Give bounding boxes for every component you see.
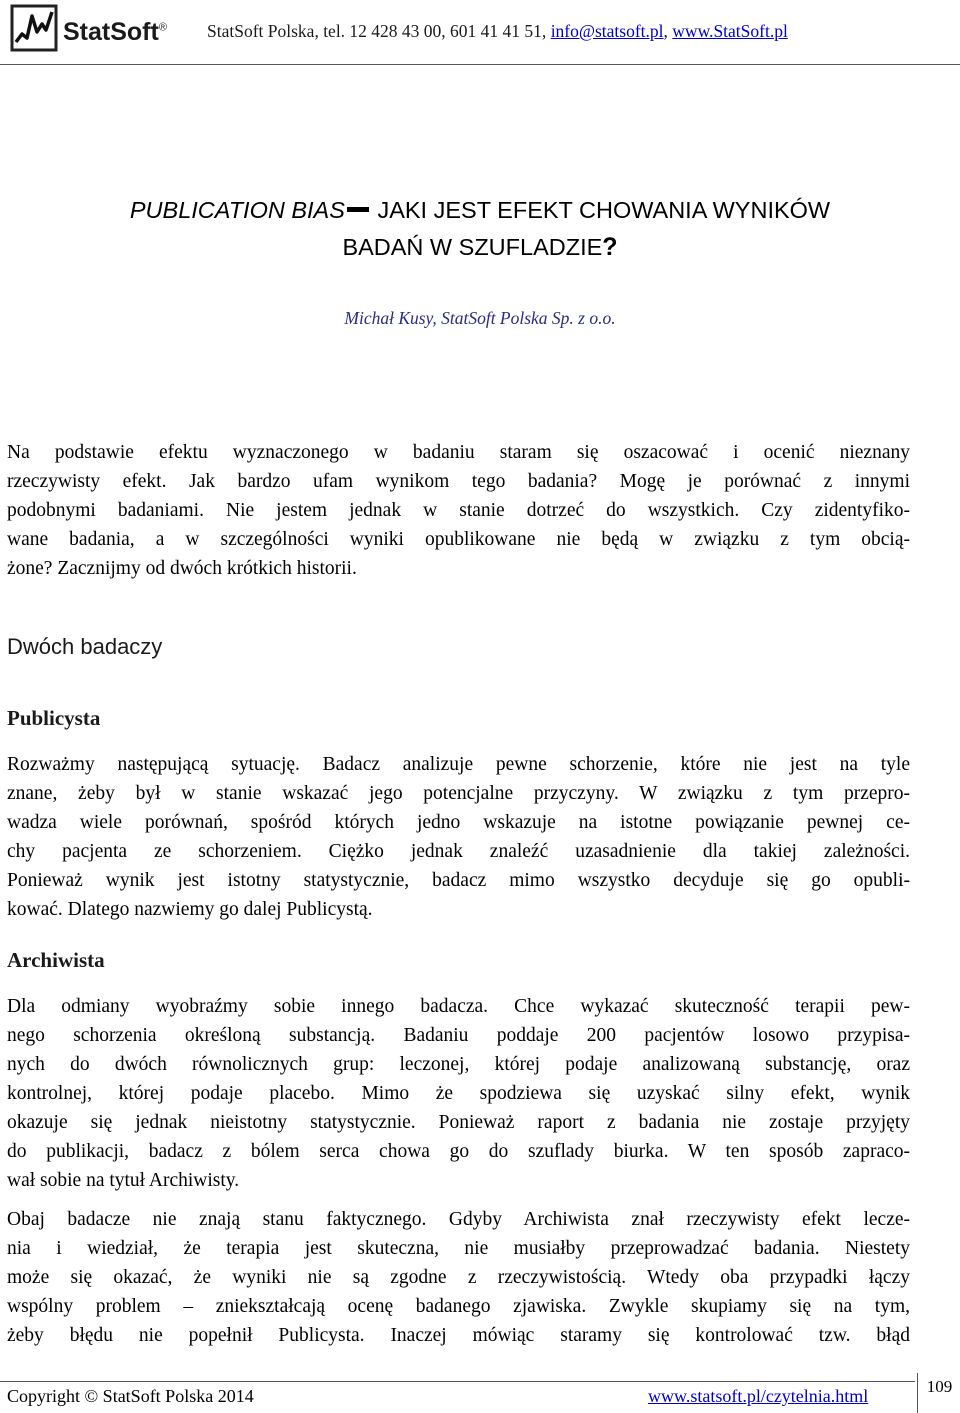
- footer-divider: [0, 1381, 915, 1382]
- archiwista-paragraph: Dla odmiany wyobraźmy sobie innego badacza. Chce wykazać skuteczność terapii pew- nego schorzenia określoną substancją. Badaniu poddaje 200 pacjentów losowo przypisa- nych do dwóch równolicznych grup: leczonej, której podaje analizowaną substancję, oraz kontrolnej, której podaje placebo. Mimo że spodziewa się uzyskać silny efekt, wynik okazuje się jednak nieistotny statystycznie. Ponieważ raport z badania nie zostaje przyjęty do publikacji, badacz z bólem serca chowa go do szuflady biurka. W ten sposób zapraco- wał sobie na tytuł Archiwisty.: [7, 996, 910, 1191]
- contact-text: StatSoft Polska, tel. 12 428 43 00, 601 41 41 51,: [207, 21, 551, 41]
- title-polish-line1: JAKI JEST EFEKT CHOWANIA WYNIKÓW: [377, 197, 831, 223]
- title-polish-line2: BADAŃ W SZUFLADZIE: [342, 234, 603, 260]
- title-english: PUBLICATION BIAS: [129, 197, 345, 223]
- reading-room-link[interactable]: www.statsoft.pl/czytelnia.html: [648, 1386, 869, 1406]
- intro-paragraph: Na podstawie efektu wyznaczonego w badaniu staram się oszacować i ocenić nieznany rzeczywisty efekt. Jak bardzo ufam wynikom tego badania? Mogę je porównać z innymi podobnymi badaniami. Nie jestem jednak w stanie dotrzeć do wszystkich. Czy zidentyfiko- wane badania, a w szczególności wyniki opublikowane nie będą w związku z tym obcią- żone? Zacznijmy od dwóch krótkich historii.: [7, 442, 910, 579]
- page-footer: [0, 1377, 960, 1413]
- statsoft-logo: [10, 4, 195, 56]
- section-heading: Dwóch badaczy: [7, 634, 163, 659]
- contact-info: StatSoft Polska, tel. 12 428 43 00, 601 41 41 51, info@statsoft.pl, www.StatSoft.pl: [207, 21, 788, 41]
- copyright-text: Copyright © StatSoft Polska 2014: [7, 1386, 254, 1406]
- subheading-archiwista: Archiwista: [7, 948, 105, 972]
- page-number: 109: [917, 1373, 960, 1413]
- logo-wordmark: StatSoft®: [63, 18, 167, 46]
- publicysta-paragraph: Rozważmy następującą sytuację. Badacz analizuje pewne schorzenie, które nie jest na tyle znane, żeby był w stanie wskazać jego potencjalne przyczyny. W związku z tym przepro- wadza wiele porównań, spośród których jedno wskazuje na istotne powiązanie pewnej ce- chy pacjenta ze schorzeniem. Ciężko jednak znaleźć uzasadnienie dla takiej zależności. Ponieważ wynik jest istotny statystycznie, badacz mimo wszystko decyduje się go opubli- kować. Dlatego nazwiemy go dalej Publicystą.: [7, 754, 910, 920]
- website-link[interactable]: www.StatSoft.pl: [672, 21, 788, 41]
- document-title: PUBLICATION BIAS JAKI JEST EFEKT CHOWANIA WYNIKÓW BADAŃ W SZUFLADZIE?: [129, 197, 831, 261]
- subheading-publicysta: Publicysta: [7, 706, 101, 730]
- statsoft-logo-icon: [10, 4, 58, 52]
- title-dash: [347, 207, 369, 212]
- author-line: Michał Kusy, StatSoft Polska Sp. z o.o.: [344, 308, 616, 328]
- email-link[interactable]: info@statsoft.pl: [550, 21, 664, 41]
- closing-paragraph: Obaj badacze nie znają stanu faktycznego. Gdyby Archiwista znał rzeczywisty efekt lecze- nia i wiedział, że terapia jest skuteczna, nie musiałby przeprowadzać badania. Niestety może się okazać, że wyniki nie są zgodne z rzeczywistością. Wtedy oba przypadki łączy wspólny problem – zniekształcają ocenę badanego zjawiska. Zwykle skupiamy się na tym, żeby błędu nie popełnił Publicysta. Inaczej mówiąc staramy się kontrolować tzw. błąd: [7, 1209, 910, 1346]
- page-header: [0, 0, 960, 65]
